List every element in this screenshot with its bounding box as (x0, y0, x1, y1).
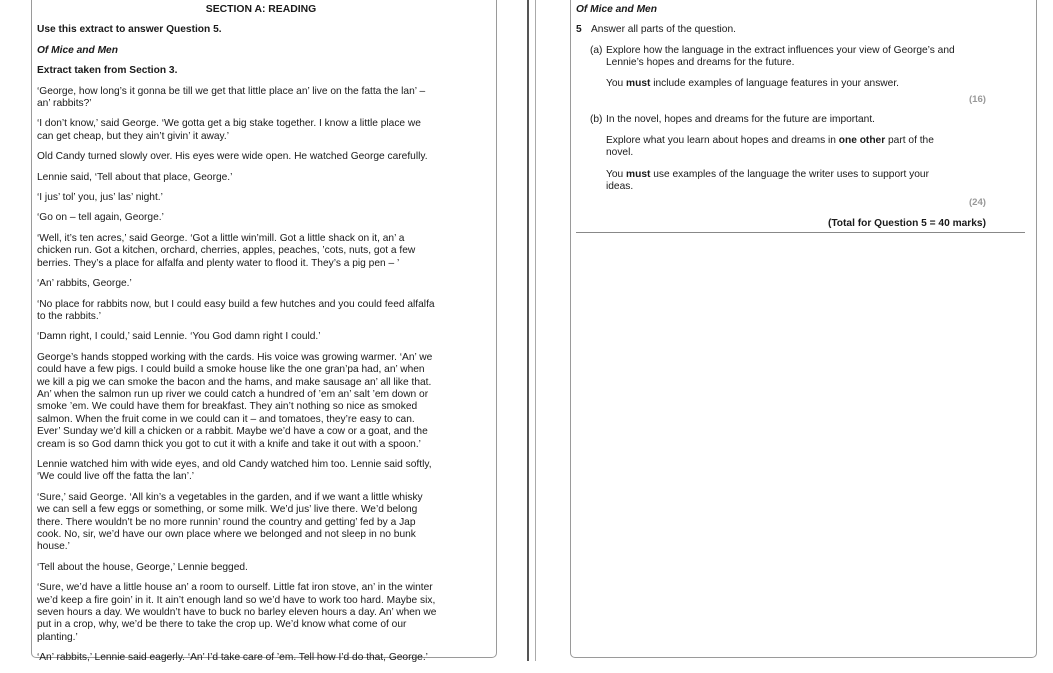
part-b-must-suffix: use examples of the language the writer uses to support your ideas. (606, 168, 929, 193)
extract-paragraph: ‘I jus’ tol’ you, jus’ las’ night.’ (37, 192, 163, 204)
question-total: (Total for Question 5 = 40 marks) (827, 217, 986, 229)
right-page-content (576, 4, 1024, 233)
part-a (590, 45, 1024, 70)
extract-paragraph: Old Candy turned slowly over. His eyes were wide open. He watched George carefully. (37, 151, 428, 163)
extract-paragraph: ‘Sure, we’d have a little house an’ a room to ourself. Little fat iron stove, an’ in the winter we’d keep a fire goin’ in it. It ain’t enough land so we’d have to work too hard. Maybe six, seven hours a day. We wouldn’t have to buck no barley eleven hours a day. An’ when we put in a crop, why, we’d be there to take the crop up. We’d know what come of our planting.’ (37, 582, 437, 643)
extract-paragraph: ‘George, how long’s it gonna be till we get that little place an’ live on the fatta the lan’ – an’ rabbits?’ (37, 85, 426, 110)
left-page-content (37, 4, 437, 673)
extract-paragraph: ‘An’ rabbits,’ Lennie said eagerly. ‘An’ I’d take care of ’em. Tell how I’d do that, George.’ (37, 652, 428, 664)
extract-paragraph: Lennie watched him with wide eyes, and old Candy watched him too. Lennie said softly, ‘We could live off the fatta the lan’.’ (37, 458, 432, 483)
book-title: Of Mice and Men (37, 44, 118, 56)
extract-paragraph: Lennie said, ‘Tell about that place, George.’ (37, 171, 233, 183)
part-b-marks: (24) (968, 197, 986, 209)
extract-paragraph: ‘Go on – tell again, George.’ (37, 212, 164, 224)
extract-source: Extract taken from Section 3. (37, 65, 178, 77)
part-b-explore (606, 135, 956, 160)
part-b-must (606, 169, 956, 194)
extract-paragraph: ‘Damn right, I could,’ said Lennie. ‘You God damn right I could.’ (37, 331, 321, 343)
part-a-must (606, 78, 956, 90)
question-intro: Answer all parts of the question. (591, 24, 736, 36)
question-end-rule (576, 232, 1025, 233)
part-a-must-prefix: You (606, 77, 627, 89)
part-b-explore-bold: one other (838, 134, 886, 146)
part-a-label: (a) (590, 44, 603, 56)
part-a-must-suffix: include examples of language features in your answer. (650, 77, 899, 89)
part-b-explore-suffix: part of the novel. (606, 134, 934, 159)
extract-paragraph: George’s hands stopped working with the cards. His voice was growing warmer. ‘An’ we could have a few pigs. I could build a smoke house like the one gran’pa had, an’ when we kill a pig we can smoke the bacon and the hams, and make sausage an’ all like that. An’ when the salmon run up river we could catch a hundred of ’em an’ salt ’em down or smoke ’em. We could have them for breakfast. They ain’t nothing so nice as smoked salmon. When the fruit come in we could can it – and tomatoes, they’re easy to can. Ever’ Sunday we’d kill a chicken or a rabbit. Maybe we’d have a cow or a goat, and the cream is so God damn thick you got to cut it with a knife and take it out with a spoon.’ (37, 351, 433, 450)
part-a-must-word: must (626, 77, 651, 89)
part-a-marks: (16) (968, 94, 986, 106)
page-gutter-edge (535, 0, 536, 661)
question-book-title: Of Mice and Men (576, 4, 657, 15)
extract-paragraph: ‘No place for rabbits now, but I could easy build a few hutches and you could feed alfalfa to the rabbits.’ (37, 298, 435, 322)
extract-paragraph: ‘I don’t know,’ said George. ‘We gotta get a big stake together. I know a little place we can get cheap, but they ain’t givin’ it away.’ (37, 118, 421, 142)
section-heading: SECTION A: READING (205, 4, 317, 15)
part-b-must-word: must (626, 168, 651, 180)
part-b-explore-prefix: Explore what you learn about hopes and dreams in (606, 134, 839, 146)
extract-paragraph: ‘Tell about the house, George,’ Lennie begged. (37, 561, 248, 573)
question-header (576, 24, 1024, 36)
page-gutter (527, 0, 529, 661)
part-b-must-prefix: You (606, 168, 627, 180)
question-number: 5 (576, 24, 582, 36)
extract-paragraph: ‘Well, it’s ten acres,’ said George. ‘Got a little win’mill. Got a little shack on it, an’ a chicken run. Got a kitchen, orchard, cherries, apples, peaches, ’cots, nuts, got a few berries. They’s a place for alfalfa and plenty water to flood it. They’s a pig pen – ’ (37, 232, 416, 269)
extract-paragraph: ‘Sure,’ said George. ‘All kin’s a vegetables in the garden, and if we want a little whisky we can sell a few eggs or something, or some milk. We’d jus’ live there. We’d belong there. There wouldn’t be no more runnin’ round the country and getting’ fed by a Jap cook. No, sir, we’d have our own place where we belonged and not sleep in no bunk house.’ (37, 491, 423, 553)
extract-paragraph: ‘An’ rabbits, George.’ (37, 278, 132, 290)
part-b-text: In the novel, hopes and dreams for the future are important. (606, 114, 875, 126)
part-b (590, 114, 1024, 126)
part-a-text: Explore how the language in the extract influences your view of George’s and Lennie’s hopes and dreams for the future. (606, 44, 955, 69)
part-b-label: (b) (590, 114, 603, 126)
extract-instruction: Use this extract to answer Question 5. (37, 24, 222, 36)
